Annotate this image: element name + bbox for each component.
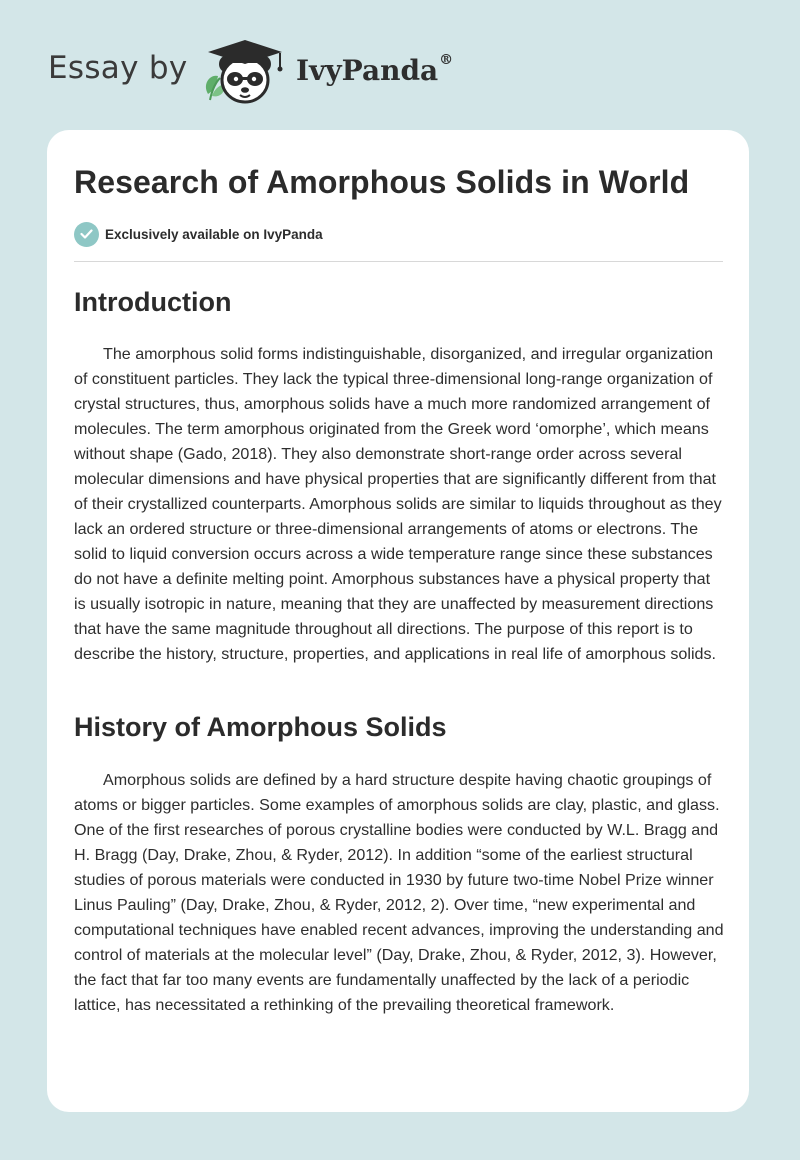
- brand-name-text: IvyPanda: [296, 54, 439, 87]
- section-heading-introduction: Introduction: [74, 287, 232, 317]
- check-circle-icon: [74, 222, 99, 247]
- divider: [74, 261, 723, 262]
- badge-text: Exclusively available on IvyPanda: [105, 226, 323, 242]
- brand-name[interactable]: [296, 54, 453, 87]
- essay-by-label: Essay by: [48, 50, 188, 86]
- registered-mark: ®: [439, 52, 454, 68]
- section-heading-history: History of Amorphous Solids: [74, 712, 447, 742]
- section-body-history: Amorphous solids are defined by a hard structure despite having chaotic groupings of atoms or bigger particles. Some examples of amorphous solids are clay, plastic, and glass. One of the first researches of porous crystalline bodies were conducted by W.L. Bragg and H. Bragg (Day, Drake, Zhou, & Ryder, 2012). In addition “some of the earliest structural studies of porous materials were conducted in 1930 by future two-time Nobel Prize winner Linus Pauling” (Day, Drake, Zhou, & Ryder, 2012, 2). Over time, “new experimental and computational techniques have enabled recent advances, improving the understanding and control of materials at the molecular level” (Day, Drake, Zhou, & Ryder, 2012, 3). However, the fact that far too many events are fundamentally unaffected by the lack of a periodic lattice, has necessitated a rethinking of the prevailing theoretical framework.: [74, 771, 724, 1014]
- article-card: [47, 130, 749, 1112]
- section-body-introduction: The amorphous solid forms indistinguishable, disorganized, and irregular organization of constituent particles. They lack the typical three-dimensional long-range organization of crystal structures, thus, amorphous solids have a much more randomized arrangement of molecules. The term amorphous originated from the Greek word ‘omorphe’, which means without shape (Gado, 2018). They also demonstrate short-range order across several molecular dimensions and have physical properties that are significantly different from that of their crystallized counterparts. Amorphous solids are similar to liquids throughout as they lack an ordered structure or three-dimensional arrangements of atoms or electrons. The solid to liquid conversion occurs across a wide temperature range since these substances do not have a definite melting point. Amorphous substances have a physical property that is usually isotropic in nature, meaning that they are unaffected by measurement directions that have the same magnitude throughout all directions. The purpose of this report is to describe the history, structure, properties, and applications in real life of amorphous solids.: [74, 345, 722, 663]
- page-title: Research of Amorphous Solids in World: [74, 164, 690, 200]
- exclusive-badge: [74, 221, 323, 247]
- site-header: [0, 0, 800, 120]
- panda-graduate-logo-icon[interactable]: [200, 36, 290, 110]
